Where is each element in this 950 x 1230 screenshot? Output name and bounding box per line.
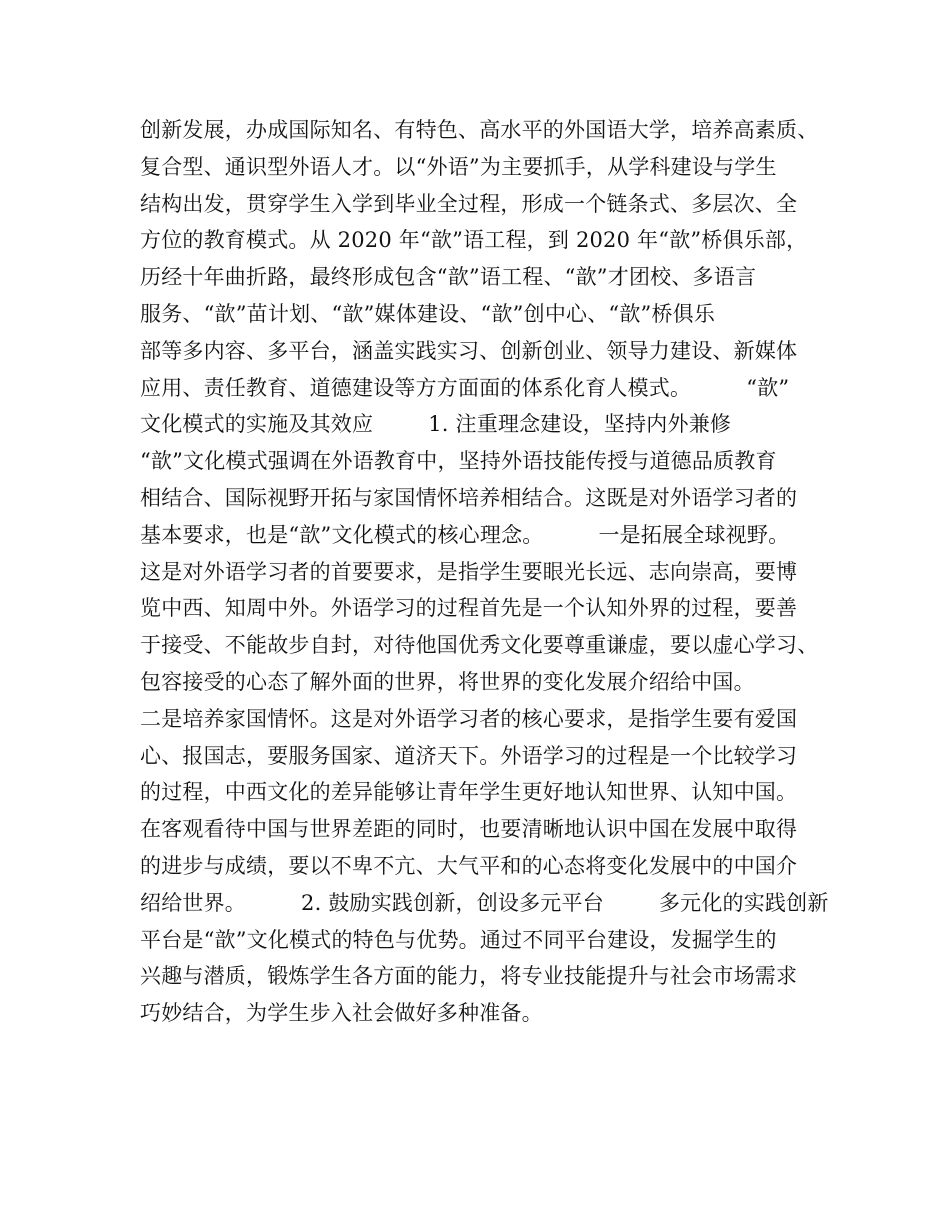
text-line: “歆”文化模式强调在外语教育中，坚持外语技能传授与道德品质教育	[140, 449, 777, 474]
text-line: 于接受、不能故步自封，对待他国优秀文化要尊重谦虚，要以虚心学习、	[140, 633, 819, 658]
text-line: 部等多内容、多平台，涵盖实践实习、创新创业、领导力建设、新媒体	[140, 338, 798, 363]
text-line: 服务、“歆”苗计划、“歆”媒体建设、“歆”创中心、“歆”桥俱乐	[140, 301, 716, 326]
text-line: 这是对外语学习者的首要要求，是指学生要眼光长远、志向崇高，要博	[140, 559, 798, 584]
text-line: 兴趣与潜质，锻炼学生各方面的能力，将专业技能提升与社会市场需求	[140, 964, 798, 989]
text-line: 览中西、知周中外。外语学习的过程首先是一个认知外界的过程，要善	[140, 596, 798, 621]
text-line: 二是培养家国情怀。这是对外语学习者的核心要求，是指学生要有爱国	[140, 706, 798, 731]
text-line: 历经十年曲折路，最终形成包含“歆”语工程、“歆”才团校、多语言	[140, 265, 757, 290]
text-line: 的进步与成绩，要以不卑不亢、大气平和的心态将变化发展中的中国介	[140, 853, 798, 878]
text-line: 相结合、国际视野开拓与家国情怀培养相结合。这既是对外语学习者的	[140, 485, 798, 510]
text-line: 方位的教育模式。从 2020 年“歆”语工程，到 2020 年“歆”桥俱乐部，	[140, 228, 808, 253]
text-line: 巧妙结合，为学生步入社会做好多种准备。	[140, 1001, 543, 1026]
text-line: 文化模式的实施及其效应 1. 注重理念建设，坚持内外兼修	[140, 412, 732, 437]
text-line: 的过程，中西文化的差异能够让青年学生更好地认知世界、认知中国。	[140, 780, 798, 805]
text-line: 创新发展，办成国际知名、有特色、高水平的外国语大学，培养高素质、	[140, 118, 819, 142]
text-line: 结构出发，贯穿学生入学到毕业全过程，形成一个链条式、多层次、全	[140, 191, 798, 216]
text-line: 心、报国志，要服务国家、道济天下。外语学习的过程是一个比较学习	[140, 743, 798, 768]
text-line: 基本要求，也是“歆”文化模式的核心理念。 一是拓展全球视野。	[140, 522, 790, 547]
text-line: 在客观看待中国与世界差距的同时，也要清晰地认识中国在发展中取得	[140, 817, 798, 842]
text-line: 平台是“歆”文化模式的特色与优势。通过不同平台建设，发掘学生的	[140, 927, 777, 952]
text-line: 复合型、通识型外语人才。以“外语”为主要抓手，从学科建设与学生	[140, 154, 777, 179]
text-line: 绍给世界。 2. 鼓励实践创新，创设多元平台 多元化的实践创新	[140, 890, 829, 915]
text-line: 包容接受的心态了解外面的世界，将世界的变化发展介绍给中国。	[140, 669, 755, 694]
text-line: 应用、责任教育、道德建设等方方面面的体系化育人模式。 “歆”	[140, 375, 790, 400]
body-text	[140, 112, 829, 1032]
